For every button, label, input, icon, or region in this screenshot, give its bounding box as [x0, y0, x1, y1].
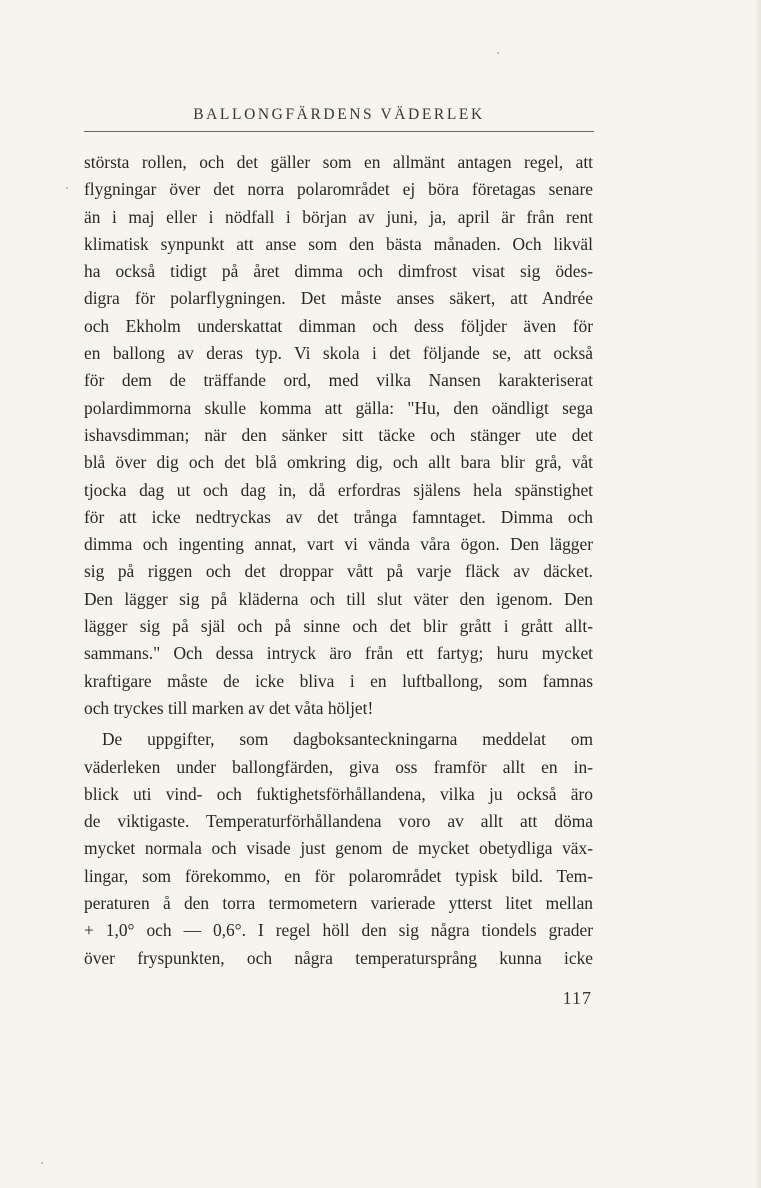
text-line: lingar, som förekommo, en för polarområdet typisk bild. Tem-: [84, 865, 593, 886]
paper-speck: [66, 187, 68, 189]
text-line: och Ekholm underskattat dimman och dess följder även för: [84, 315, 593, 336]
text-line: Den lägger sig på kläderna och till slut väter den igenom. Den: [84, 588, 593, 609]
text-line: + 1,0° och — 0,6°. I regel höll den sig några tiondels grader: [84, 920, 593, 941]
text-line: ishavsdimman; när den sänker sitt täcke och stänger ute det: [84, 424, 593, 445]
running-head: BALLONGFÄRDENS VÄDERLEK: [193, 106, 485, 123]
text-line: sammans." Och dessa intryck äro från ett fartyg; huru mycket: [84, 643, 593, 664]
text-line: en ballong av deras typ. Vi skola i det följande se, att också: [84, 343, 593, 364]
text-line: ha också tidigt på året dimma och dimfrost visat sig ödes-: [84, 261, 593, 282]
text-line: mycket normala och visade just genom de mycket obetydliga väx-: [84, 838, 593, 859]
paper-speck: [497, 52, 499, 54]
text-line: blick uti vind- och fuktighetsförhållandena, vilka ju också äro: [84, 783, 593, 804]
page-number: 117: [562, 988, 592, 1008]
text-line: lägger sig på själ och på sinne och det blir grått i grått allt-: [84, 616, 593, 637]
paragraph-1: [84, 149, 593, 722]
body-text: [84, 149, 593, 972]
text-line: för dem de träffande ord, med vilka Nansen karakteriserat: [84, 370, 593, 391]
text-line: dimma och ingenting annat, vart vi vända våra ögon. Den lägger: [84, 534, 593, 555]
text-line: de viktigaste. Temperaturförhållandena voro av allt att döma: [84, 811, 593, 832]
paper-speck: [41, 1162, 43, 1164]
text-line: blå över dig och det blå omkring dig, och allt bara blir grå, våt: [84, 452, 593, 473]
text-line: sig på riggen och det droppar vått på varje fläck av däcket.: [84, 561, 593, 582]
paragraph-2: [84, 726, 593, 972]
text-line: och tryckes till marken av det våta höljet!: [84, 697, 374, 718]
text-line: polardimmorna skulle komma att gälla: "Hu, den oändligt sega: [84, 397, 593, 418]
text-line: flygningar över det norra polarområdet ej böra företagas senare: [84, 179, 593, 200]
text-line: väderleken under ballongfärden, giva oss framför allt en in-: [84, 756, 593, 777]
text-line: klimatisk synpunkt att anse som den bästa månaden. Och likväl: [84, 233, 593, 254]
text-line: tjocka dag ut och dag in, då erfordras själens hela spänstighet: [84, 479, 593, 500]
text-line: största rollen, och det gäller som en allmänt antagen regel, att: [84, 152, 593, 172]
header-rule: [84, 131, 594, 132]
text-line: över fryspunkten, och några temperatursprång kunna icke: [84, 947, 593, 968]
text-line: kraftigare måste de icke bliva i en luftballong, som famnas: [84, 670, 593, 691]
text-line: De uppgifter, som dagboksanteckningarna meddelat om: [102, 729, 593, 750]
text-line: än i maj eller i nödfall i början av juni, ja, april är från rent: [84, 206, 593, 227]
text-line: digra för polarflygningen. Det måste anses säkert, att Andrée: [84, 288, 593, 309]
page-edge: [755, 0, 761, 1188]
text-line: för att icke nedtryckas av det trånga famntaget. Dimma och: [84, 506, 593, 527]
text-line: peraturen å den torra termometern varierade ytterst litet mellan: [84, 893, 593, 914]
